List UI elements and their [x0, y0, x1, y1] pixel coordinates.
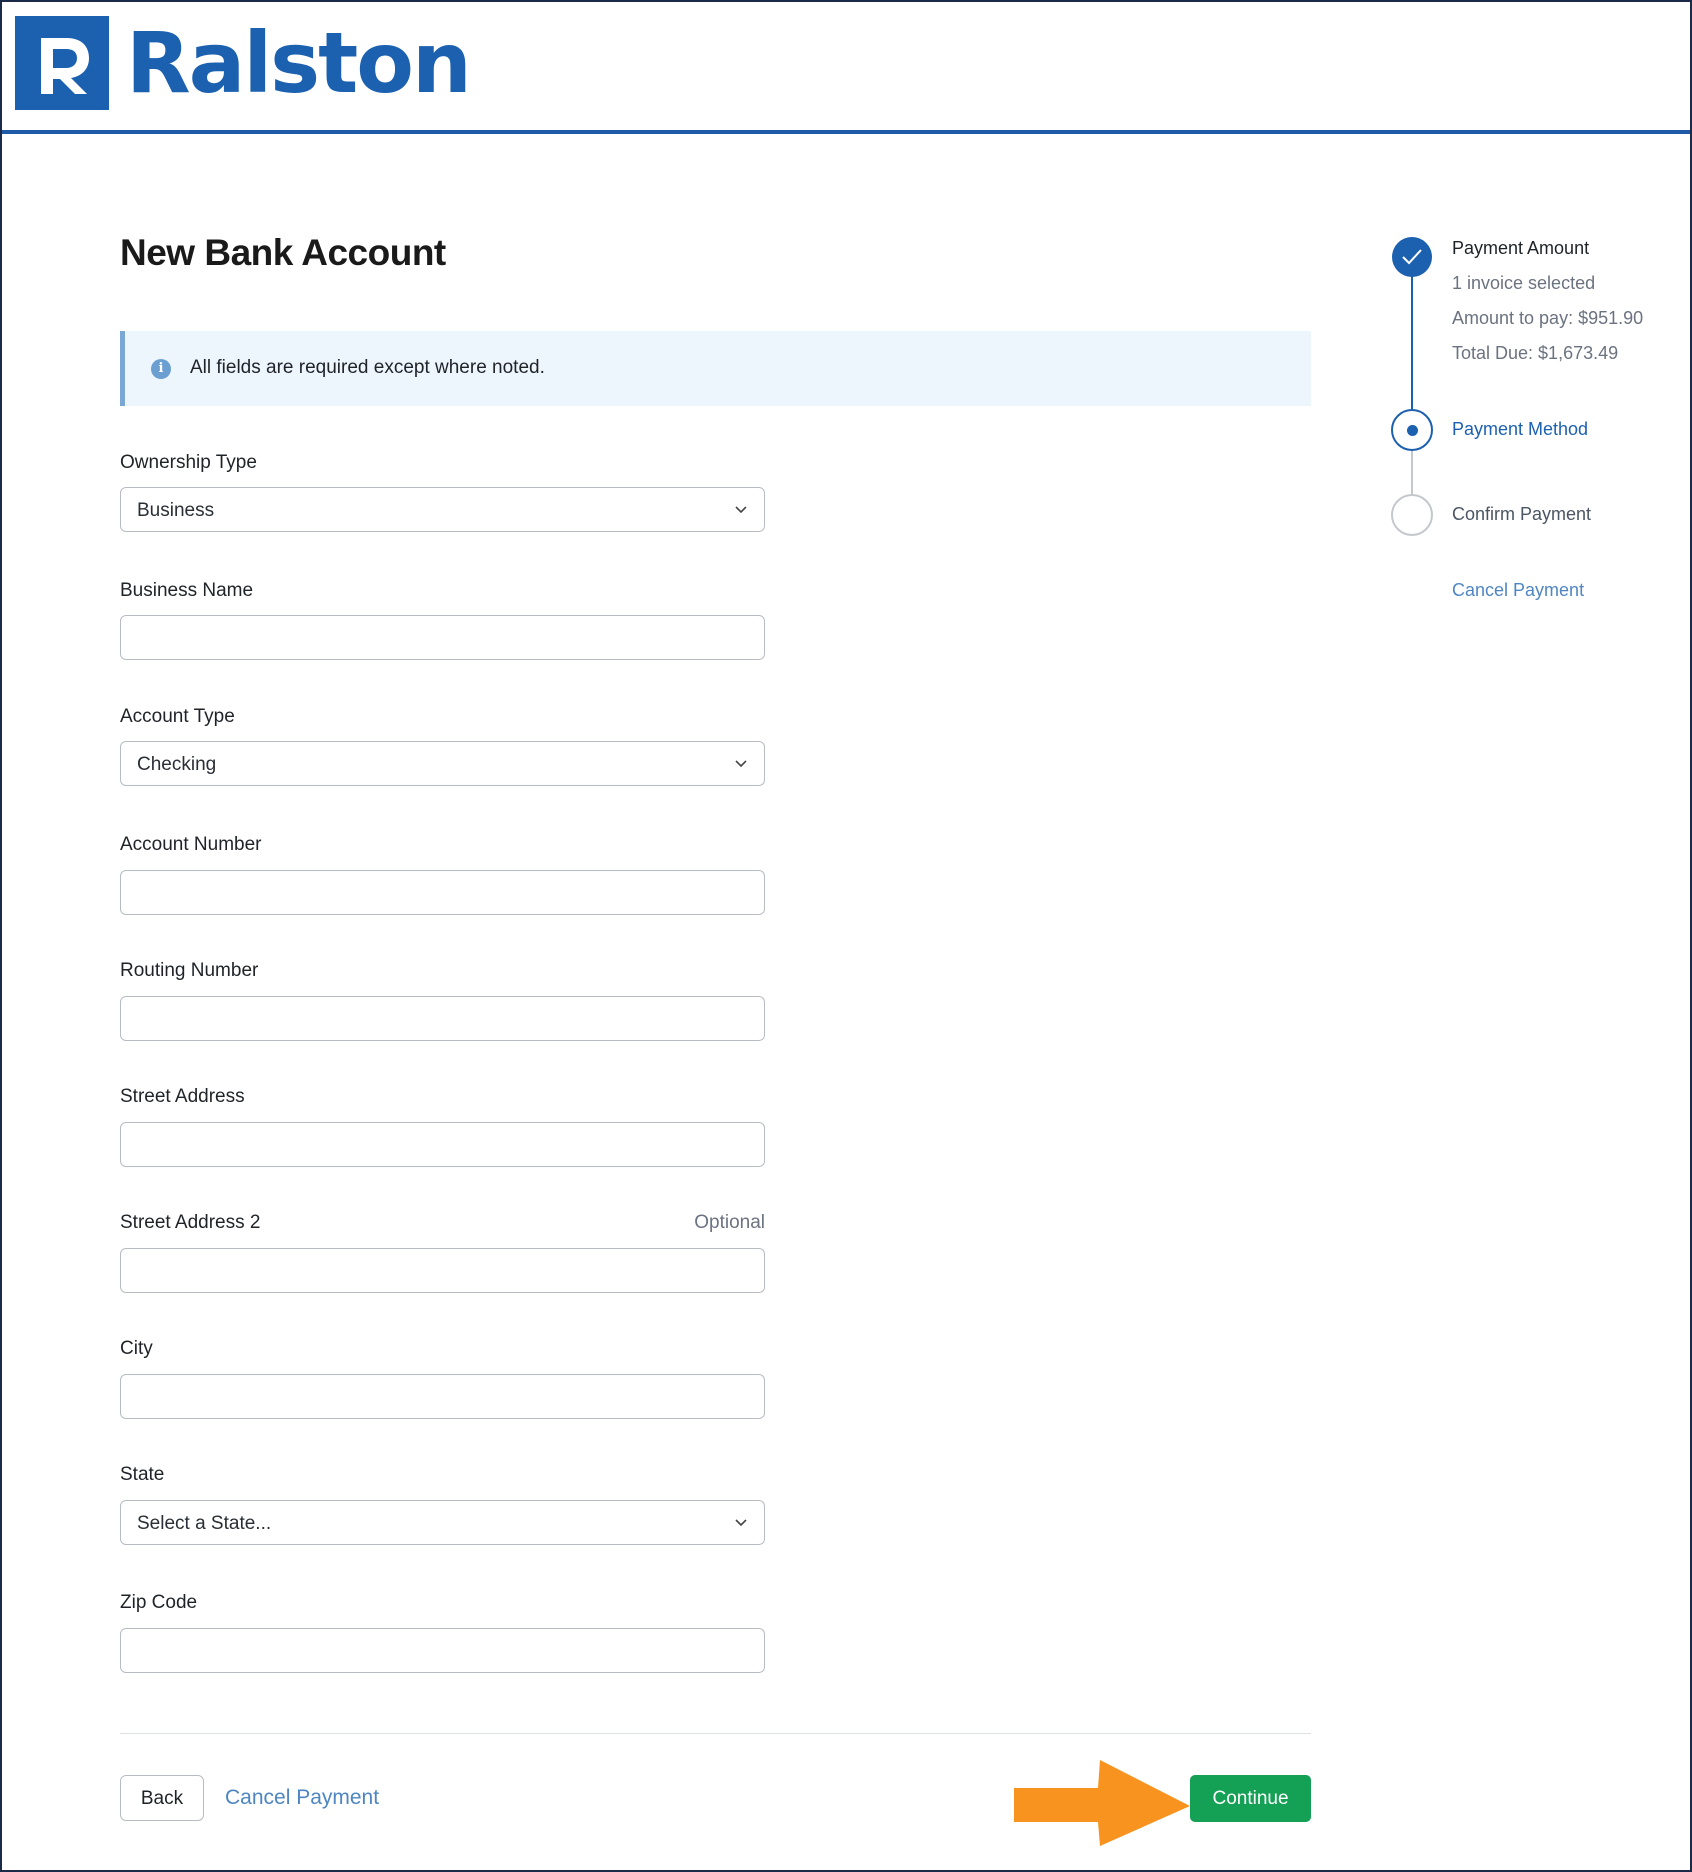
state-select[interactable] [120, 1500, 765, 1545]
street-address-label: Street Address [120, 1086, 245, 1107]
ralston-logo-icon [15, 16, 109, 110]
step-payment-amount-title: Payment Amount [1452, 238, 1590, 258]
form-divider [120, 1733, 1311, 1734]
checkmark-icon [1402, 248, 1422, 266]
account-type-value: Checking [137, 754, 217, 775]
info-icon: i [151, 359, 171, 379]
business-name-label: Business Name [120, 580, 254, 601]
required-fields-notice [120, 331, 1311, 406]
city-label: City [120, 1338, 153, 1359]
stepper-connector-upcoming [1411, 448, 1413, 496]
annotation-arrow-icon [1012, 1758, 1192, 1848]
step-current-dot [1407, 425, 1418, 436]
step-detail-invoices: 1 invoice selected [1452, 273, 1596, 293]
step-detail-total-due: Total Due: $1,673.49 [1452, 343, 1619, 363]
back-button[interactable]: Back [120, 1775, 204, 1821]
state-label: State [120, 1464, 165, 1485]
optional-label: Optional [694, 1212, 765, 1233]
step-detail-amount: Amount to pay: $951.90 [1452, 308, 1644, 328]
logo-text: Ralston [126, 14, 470, 112]
step-current-indicator [1391, 409, 1433, 451]
account-number-input[interactable] [120, 870, 765, 915]
account-type-label: Account Type [120, 706, 235, 727]
zip-code-label: Zip Code [120, 1592, 198, 1613]
ownership-type-value: Business [137, 500, 215, 521]
street-address-2-input[interactable] [120, 1248, 765, 1293]
page-title: New Bank Account [120, 232, 446, 273]
chevron-down-icon [734, 1515, 748, 1529]
chevron-down-icon [734, 502, 748, 516]
step-upcoming-indicator [1391, 494, 1433, 536]
step-payment-method-title: Payment Method [1452, 419, 1589, 439]
business-name-input[interactable] [120, 615, 765, 660]
city-input[interactable] [120, 1374, 765, 1419]
chevron-down-icon [734, 756, 748, 770]
account-number-label: Account Number [120, 834, 262, 855]
header [2, 2, 1690, 134]
account-type-select[interactable] [120, 741, 765, 786]
ownership-type-select[interactable] [120, 487, 765, 532]
step-confirm-payment-title: Confirm Payment [1452, 504, 1592, 524]
routing-number-label: Routing Number [120, 960, 259, 981]
street-address-input[interactable] [120, 1122, 765, 1167]
notice-text: All fields are required except where noted. [190, 357, 545, 378]
stepper-connector-complete [1411, 276, 1413, 414]
ownership-type-label: Ownership Type [120, 452, 257, 473]
cancel-payment-link[interactable]: Cancel Payment [225, 1786, 380, 1809]
step-complete-indicator [1392, 237, 1432, 277]
street-address-2-label: Street Address 2 [120, 1212, 261, 1233]
zip-code-input[interactable] [120, 1628, 765, 1673]
continue-button[interactable]: Continue [1190, 1775, 1311, 1822]
state-value: Select a State... [137, 1513, 272, 1534]
routing-number-input[interactable] [120, 996, 765, 1041]
stepper-cancel-payment-link[interactable]: Cancel Payment [1452, 580, 1585, 600]
